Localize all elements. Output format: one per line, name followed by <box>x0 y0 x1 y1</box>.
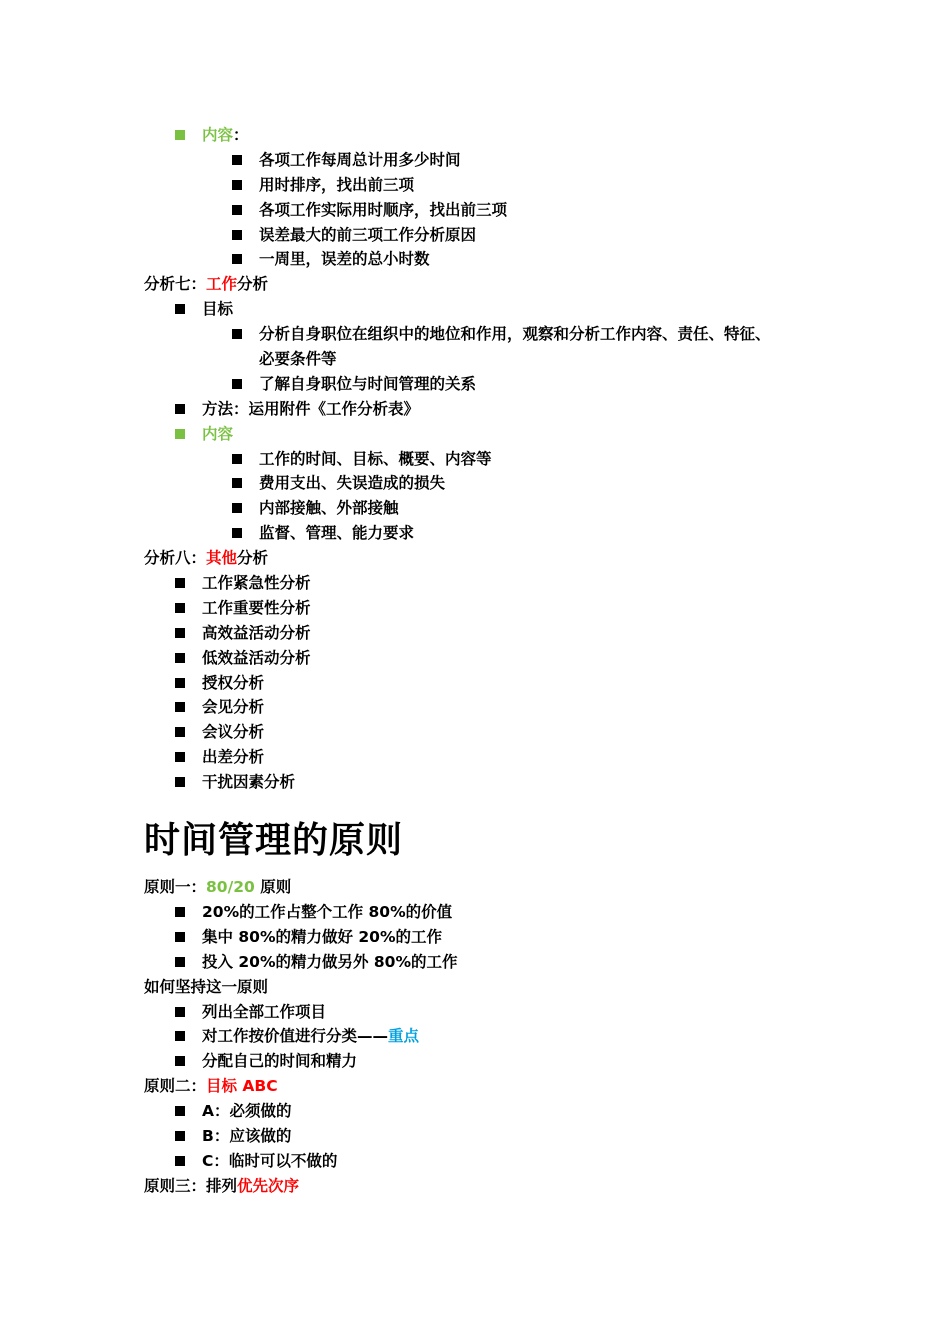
square-bullet-icon <box>175 603 185 613</box>
text-segment: 时间管理的原则 <box>144 820 404 862</box>
text-segment: 工作的时间、目标、概要、内容等 <box>259 449 492 468</box>
list-item <box>144 571 844 596</box>
text-segment: 分析 <box>237 549 269 568</box>
text-segment: 目标 <box>202 300 234 319</box>
text-segment: B：应该做的 <box>202 1126 292 1145</box>
square-bullet-icon <box>232 379 242 389</box>
section-title <box>144 272 844 297</box>
document-body <box>144 123 844 1199</box>
text-segment: 内容 <box>202 424 234 443</box>
square-bullet-icon <box>232 478 242 488</box>
text-segment: 了解自身职位与时间管理的关系 <box>259 374 477 393</box>
text-segment: 各项工作每周总计用多少时间 <box>259 150 461 169</box>
text-segment: 优先次序 <box>237 1176 300 1195</box>
list-item <box>144 173 844 198</box>
text-segment: C：临时可以不做的 <box>202 1151 338 1170</box>
text-segment: 工作重要性分析 <box>202 598 311 617</box>
text-segment: 重点 <box>388 1027 420 1046</box>
square-bullet-icon <box>175 429 185 439</box>
text-segment: 必要条件等 <box>259 350 337 369</box>
text-segment: 内容 <box>202 126 234 144</box>
text-segment: 原则三：排列 <box>144 1176 238 1195</box>
list-item <box>144 745 844 770</box>
text-segment: 投入 20%的精力做另外 80%的工作 <box>202 952 458 971</box>
text-segment: 分析自身职位在组织中的地位和作用，观察和分析工作内容、责任、特征、 <box>259 325 771 344</box>
list-item <box>144 720 844 745</box>
text-segment: 会议分析 <box>202 723 265 742</box>
text-segment: 80/20 <box>206 878 255 897</box>
square-bullet-icon <box>175 727 185 737</box>
text-segment: 内部接触、外部接触 <box>259 499 399 518</box>
list-item <box>144 621 844 646</box>
section-title <box>144 875 844 900</box>
section-title <box>144 546 844 571</box>
square-bullet-icon <box>232 205 242 215</box>
section-title <box>144 1074 844 1099</box>
list-item <box>144 1099 844 1124</box>
text-segment: 原则 <box>254 878 292 897</box>
square-bullet-icon <box>232 503 242 513</box>
square-bullet-icon <box>175 1156 185 1166</box>
text-segment: 其他 <box>206 549 238 568</box>
text-segment: A：必须做的 <box>202 1102 292 1121</box>
square-bullet-icon <box>175 1106 185 1116</box>
list-item-continuation <box>144 347 844 372</box>
text-segment: 分析 <box>237 275 269 294</box>
square-bullet-icon <box>175 957 185 967</box>
square-bullet-icon <box>175 777 185 787</box>
text-segment: 高效益活动分析 <box>202 623 311 642</box>
text-segment: 分析八： <box>144 549 207 568</box>
text-segment: 费用支出、失误造成的损失 <box>259 474 446 493</box>
text-segment: 目标 ABC <box>206 1077 278 1096</box>
list-item <box>144 223 844 248</box>
list-item <box>144 148 844 173</box>
square-bullet-icon <box>175 1031 185 1041</box>
list-item <box>144 695 844 720</box>
square-bullet-icon <box>175 752 185 762</box>
text-segment: 方法：运用附件《工作分析表》 <box>202 399 420 418</box>
text-segment: 分配自己的时间和精力 <box>202 1052 358 1071</box>
list-item <box>144 198 844 223</box>
list-item <box>144 1024 844 1049</box>
square-bullet-icon <box>175 628 185 638</box>
list-item <box>144 596 844 621</box>
square-bullet-icon <box>232 254 242 264</box>
square-bullet-icon <box>232 180 242 190</box>
text-segment: ： <box>233 126 249 144</box>
square-bullet-icon <box>175 907 185 917</box>
square-bullet-icon <box>175 304 185 314</box>
list-item <box>144 900 844 925</box>
text-segment: 误差最大的前三项工作分析原因 <box>259 225 477 244</box>
list-item <box>144 123 844 148</box>
list-item <box>144 646 844 671</box>
text-segment: 授权分析 <box>202 673 265 692</box>
square-bullet-icon <box>175 932 185 942</box>
list-item <box>144 770 844 795</box>
text-segment: 原则一： <box>144 878 207 897</box>
list-item <box>144 1149 844 1174</box>
list-item <box>144 471 844 496</box>
square-bullet-icon <box>175 1007 185 1017</box>
list-item <box>144 1124 844 1149</box>
list-item <box>144 322 844 347</box>
square-bullet-icon <box>232 155 242 165</box>
list-item <box>144 925 844 950</box>
square-bullet-icon <box>175 578 185 588</box>
text-segment: 各项工作实际用时顺序，找出前三项 <box>259 200 508 219</box>
square-bullet-icon <box>175 1131 185 1141</box>
text-segment: 如何坚持这一原则 <box>144 977 269 996</box>
square-bullet-icon <box>175 1056 185 1066</box>
square-bullet-icon <box>175 653 185 663</box>
text-segment: 20%的工作占整个工作 80%的价值 <box>202 902 453 921</box>
list-item <box>144 422 844 447</box>
list-item <box>144 671 844 696</box>
text-segment: 列出全部工作项目 <box>202 1002 327 1021</box>
text-segment: 对工作按价值进行分类—— <box>202 1027 389 1046</box>
list-item <box>144 297 844 322</box>
section-title <box>144 1174 844 1199</box>
text-segment: 低效益活动分析 <box>202 648 311 667</box>
section-heading <box>144 813 844 869</box>
text-segment: 原则二： <box>144 1077 207 1096</box>
square-bullet-icon <box>232 329 242 339</box>
square-bullet-icon <box>232 230 242 240</box>
square-bullet-icon <box>232 528 242 538</box>
text-segment: 工作紧急性分析 <box>202 574 311 593</box>
list-item <box>144 447 844 472</box>
list-item <box>144 397 844 422</box>
text-segment: 分析七： <box>144 275 207 294</box>
text-segment: 一周里，误差的总小时数 <box>259 250 430 269</box>
section-title <box>144 975 844 1000</box>
text-segment: 集中 80%的精力做好 20%的工作 <box>202 927 442 946</box>
square-bullet-icon <box>232 454 242 464</box>
list-item <box>144 1049 844 1074</box>
list-item <box>144 372 844 397</box>
square-bullet-icon <box>175 404 185 414</box>
text-segment: 工作 <box>206 275 238 294</box>
square-bullet-icon <box>175 130 185 140</box>
square-bullet-icon <box>175 678 185 688</box>
text-segment: 干扰因素分析 <box>202 773 296 792</box>
list-item <box>144 247 844 272</box>
square-bullet-icon <box>175 702 185 712</box>
text-segment: 用时排序，找出前三项 <box>259 175 415 194</box>
text-segment: 监督、管理、能力要求 <box>259 524 415 543</box>
list-item <box>144 950 844 975</box>
list-item <box>144 1000 844 1025</box>
text-segment: 出差分析 <box>202 748 265 767</box>
list-item <box>144 521 844 546</box>
text-segment: 会见分析 <box>202 698 265 717</box>
list-item <box>144 496 844 521</box>
